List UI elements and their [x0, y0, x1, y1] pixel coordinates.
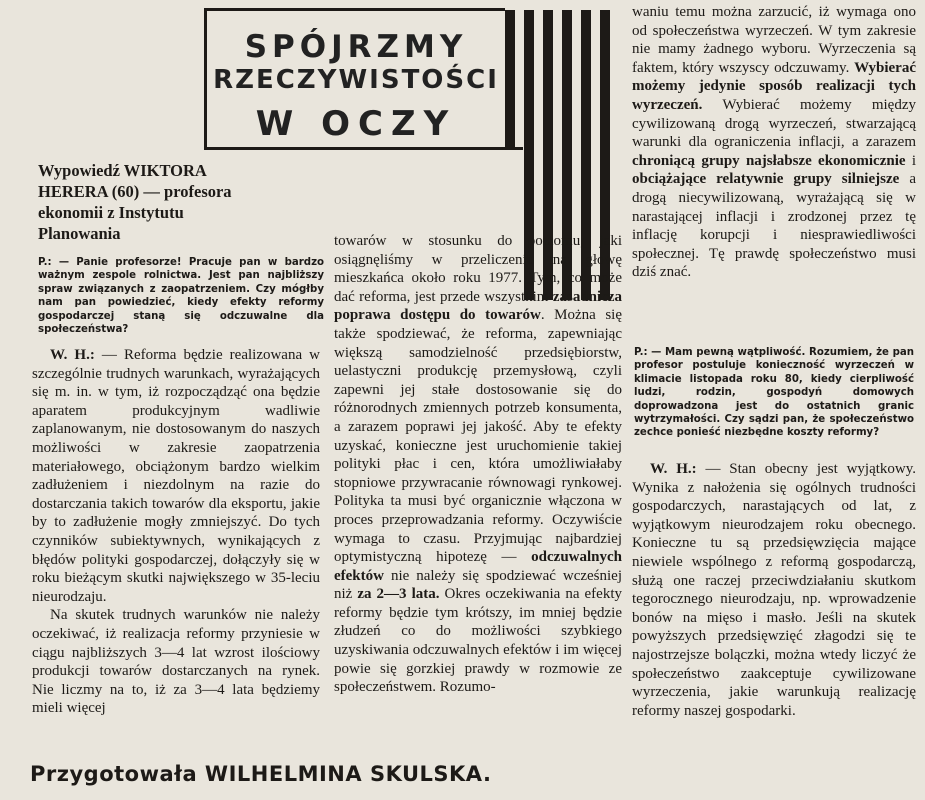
- paragraph: Na skutek trudnych warunków nie należy oczekiwać, iż realizacja reformy przyniesie w ciągu najbliższych 3—4 lat wzrost ilościowy produkcji towarów dostarczanych na rynek. Nie liczmy na to, iż za 3—4 lata będziemy mieli więcej: [32, 607, 320, 717]
- text-run: a drogą niecywilizowaną, wyrażającą się w narastającej inflacji i zrodzonej przez tę inflację korupcji i niesprawiedliwości społecznej. Tę prawdę społeczeństwo musi dziś znać.: [632, 171, 916, 281]
- headline-line-1: SPÓJRZMY: [244, 29, 468, 65]
- headline: [207, 11, 505, 147]
- author-credit: Przygotowała WILHELMINA SKULSKA.: [30, 762, 492, 786]
- intro: Wypowiedź WIKTORA HERERA (60) — profesora ekonomii z Instytutu Planowania: [38, 161, 232, 243]
- bold-run: chroniącą grupy najsłabsze ekonomicznie: [632, 152, 906, 169]
- column-2: [334, 232, 622, 697]
- column-1: [32, 346, 320, 718]
- text-run: Wybierać możemy między cywilizowaną drogą wyrzeczeń, stwarzającą warunki dla ograniczenia inflacji, a zarazem: [632, 96, 916, 151]
- column-3: [632, 3, 916, 282]
- headline-bar-1: [505, 10, 515, 150]
- text-run: waniu temu można zarzucić, iż wymaga ono od społeczeństwa wyrzeczeń. W tym zakresie nie mamy żadnego wyboru. Wyrzeczenia są faktem, który wszyscy odczuwamy.: [632, 4, 916, 76]
- question-2: P.: — Mam pewną wątpliwość. Rozumiem, że pan profesor postuluje konieczność wyrzeczeń w klimacie listopada roku 80, kiedy cierpliwość ludzi, rodzin, gospodyń domowych doprowadzona jest do ostatnich granic wytrzymałości. Czy sądzi pan, że społeczeństwo zechce ponieść niezbędne koszty reformy?: [634, 347, 914, 439]
- text-run: . Można się także spodziewać, że reforma, zapewniając większą samodzielność przedsiębiorstw, uelastyczni produkcję przemysłową, czyli zapewni jej stałe dostosowanie się do różnorodnych zmiennych potrzeb konsumenta, a zarazem poprawi jej jakość. Aby te efekty uzyskać, konieczne jest uruchomienie takiej polityki płac i cen, która umożliwiałaby stopniowe przywracanie równowagi rynkowej. Polityka ta musi być organicznie włączona w proces przeprowadzania reformy. Oczywiście wymaga to czasu. Przyjmując najbardziej optymistyczną hipotezę —: [334, 307, 622, 566]
- text-run: i: [905, 152, 916, 169]
- text-run: towarów w stosunku do poziomu, jaki osiągnęliśmy w przeliczeniu na głowę mieszkańca około roku 1977. Tym, co może dać reforma, jest przede wszystkim: [334, 233, 622, 305]
- speaker-label: W. H.:: [650, 461, 697, 477]
- bold-run: zasadnicza poprawa dostępu do towarów: [334, 288, 622, 324]
- headline-bottom-rule: [205, 147, 523, 150]
- text-run: nie należy się spodziewać wcześniej niż: [334, 567, 622, 603]
- bold-run: za 2—3 lata.: [357, 586, 440, 603]
- paragraph: — Stan obecny jest wyjątkowy. Wynika z nałożenia się ogólnych trudności gospodarczych, narastających od lat, z wyjątkowym nieurodzajem roku obecnego. Konieczne tu są przedsięwzięcia mające niewiele wspólnego z reformą gospodarczą, służą one raczej przeciwdziałaniu skutkom tegorocznego nieurodzaju, np. wprowadzenie bonów na mięso i masło. Jeśli na skutek powyższych przedsięwzięć złagodzi się te najostrzejsze bolączki, można wtedy liczyć że społeczeństwo zaakceptuje cywilizowane wyrzeczenia, jakie warunkują realizację reformy naszej gospodarki.: [632, 461, 917, 719]
- column-3-answer: [632, 460, 916, 720]
- bold-run: odczuwalnych efektów: [334, 549, 622, 584]
- question-1: P.: — Panie profesorze! Pracuje pan w bardzo ważnym zespole rolnictwa. Jest pan najbliższy spraw związanych z zaopatrzeniem. Czy mógłby nam pan powiedzieć, kiedy efekty reformy gospodarczej staną się odczuwalne dla społeczeństwa?: [38, 257, 324, 336]
- speaker-label: W. H.:: [50, 347, 95, 363]
- bold-run: Wybierać możemy jedynie sposób realizacji tych wyrzeczeń.: [632, 59, 916, 113]
- headline-line-3: W OCZY: [255, 104, 457, 144]
- headline-line-2: RZECZYWISTOŚCI: [213, 65, 499, 95]
- paragraph: — Reforma będzie realizowana w szczególnie trudnych warunkach, wyrażających się m. in. w tym, iż rozpocządząć ona będzie aparatem produkcyjnym wadliwie zaplanowanym, nie dostosowanym do naszych możliwości w zakresie zaopatrzenia materiałowego, obciążonym bardzo wielkim zadłużeniem i niezdolnym na razie do dostarczania takich towarów dla eksportu, jakie by to zadłużenie mogły zmniejszyć. Do tych czynników subiektywnych, wynikających z błędów polityki gospodarczej, dołączyły się w roku bieżącym skutki największego w 35-leciu nieurodzaju.: [32, 347, 321, 605]
- text-run: Okres oczekiwania na efekty reformy będzie tym krótszy, im mniej będzie złudzeń co do możliwości szybkiego uzyskiwania odczuwalnych efektów i im więcej powie się gorzkiej prawdy w rozmowie ze społeczeństwem. Rozumo-: [334, 586, 622, 696]
- bold-run: obciążające relatywnie grupy silniejsze: [632, 171, 900, 188]
